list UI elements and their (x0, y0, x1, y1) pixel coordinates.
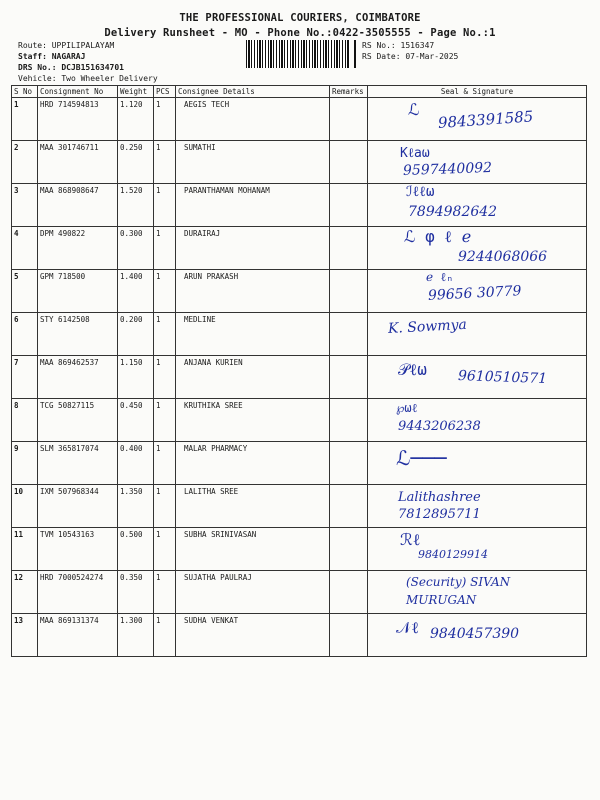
runsheet-subtitle: Delivery Runsheet - MO - Phone No.:0422-3505555 - Page No.:1 (104, 27, 496, 39)
sno-cell: 3 (12, 184, 38, 227)
consignee-cell: MEDLINE (176, 313, 330, 356)
sno-cell: 2 (12, 141, 38, 184)
sno-cell: 7 (12, 356, 38, 399)
consignment-cell: HRD 714594813 (38, 98, 118, 141)
weight-cell: 1.150 (118, 356, 154, 399)
handwritten-signature: K. Sowmya (387, 316, 468, 337)
remarks-cell (330, 442, 368, 485)
consignment-cell: MAA 301746711 (38, 141, 118, 184)
consignment-cell: HRD 7000524274 (38, 571, 118, 614)
table-row (12, 141, 587, 184)
handwritten-phone: 9840129914 (418, 548, 488, 561)
sno-cell: 8 (12, 399, 38, 442)
handwritten-signature: Lalithashree 7812895711 (398, 490, 481, 522)
weight-cell: 1.400 (118, 270, 154, 313)
consignment-cell: IXM 507968344 (38, 485, 118, 528)
weight-cell: 1.350 (118, 485, 154, 528)
signature-scribble: Kℓaω (400, 146, 430, 161)
pcs-cell: 1 (154, 227, 176, 270)
signature-scribble: ℒ φ ℓ ℯ (404, 227, 472, 246)
pcs-cell: 1 (154, 485, 176, 528)
pcs-cell: 1 (154, 571, 176, 614)
sno-cell: 13 (12, 614, 38, 657)
table-row (12, 270, 587, 313)
consignment-cell: GPM 718500 (38, 270, 118, 313)
table-row (12, 356, 587, 399)
remarks-cell (330, 356, 368, 399)
pcs-cell: 1 (154, 442, 176, 485)
handwritten-phone: 99656 30779 (427, 283, 522, 304)
pcs-cell: 1 (154, 141, 176, 184)
col-signature: Seal & Signature (368, 86, 587, 98)
signature-cell (368, 227, 587, 270)
signature-cell (368, 614, 587, 657)
signature-cell (368, 270, 587, 313)
table-row (12, 442, 587, 485)
sno-cell: 11 (12, 528, 38, 571)
consignee-cell: SUMATHI (176, 141, 330, 184)
weight-cell: 0.400 (118, 442, 154, 485)
remarks-cell (330, 184, 368, 227)
col-pcs: PCS (154, 86, 176, 98)
col-sno: S No (12, 86, 38, 98)
signature-scribble: ℐℓℓω (406, 184, 435, 200)
signature-cell (368, 184, 587, 227)
pcs-cell: 1 (154, 356, 176, 399)
handwritten-phone: 9840457390 (430, 626, 520, 642)
route-label: Route: UPPILIPALAYAM (18, 41, 115, 50)
pcs-cell: 1 (154, 270, 176, 313)
col-consignment: Consignment No (38, 86, 118, 98)
staff-label: Staff: NAGARAJ (18, 52, 86, 61)
remarks-cell (330, 614, 368, 657)
remarks-cell (330, 528, 368, 571)
handwritten-signature: (Security) SIVAN MURUGAN (406, 575, 511, 607)
handwritten-phone: 9610510571 (457, 368, 548, 388)
signature-scribble: ℘ωℓ (396, 401, 418, 415)
consignment-cell: SLM 365817074 (38, 442, 118, 485)
pcs-cell: 1 (154, 399, 176, 442)
pcs-cell: 1 (154, 313, 176, 356)
signature-cell (368, 98, 587, 141)
consignee-cell: DURAIRAJ (176, 227, 330, 270)
weight-cell: 1.300 (118, 614, 154, 657)
consignee-cell: ARUN PRAKASH (176, 270, 330, 313)
weight-cell: 0.300 (118, 227, 154, 270)
consignment-cell: STY 6142508 (38, 313, 118, 356)
remarks-cell (330, 485, 368, 528)
consignee-cell: SUJATHA PAULRAJ (176, 571, 330, 614)
table-row (12, 227, 587, 270)
weight-cell: 1.520 (118, 184, 154, 227)
signature-scribble: 𝒫ℓω (398, 360, 427, 379)
consignment-cell: DPM 490822 (38, 227, 118, 270)
remarks-cell (330, 571, 368, 614)
col-remarks: Remarks (330, 86, 368, 98)
consignment-cell: TVM 10543163 (38, 528, 118, 571)
rs-date: RS Date: 07-Mar-2025 (362, 52, 459, 61)
consignment-cell: MAA 868908647 (38, 184, 118, 227)
signature-scribble: ℯ ℓₙ (426, 270, 454, 284)
remarks-cell (330, 141, 368, 184)
signature-scribble: ℒ─── (396, 446, 447, 470)
consignee-cell: SUBHA SRINIVASAN (176, 528, 330, 571)
handwritten-phone: 9443206238 (398, 419, 481, 434)
table-row (12, 528, 587, 571)
consignee-cell: ANJANA KURIEN (176, 356, 330, 399)
sno-cell: 9 (12, 442, 38, 485)
pcs-cell: 1 (154, 184, 176, 227)
signature-cell (368, 141, 587, 184)
consignee-cell: SUDHA VENKAT (176, 614, 330, 657)
signature-cell (368, 442, 587, 485)
signature-cell (368, 313, 587, 356)
weight-cell: 1.120 (118, 98, 154, 141)
weight-cell: 0.350 (118, 571, 154, 614)
sno-cell: 4 (12, 227, 38, 270)
signature-scribble: 𝒩ℓ (396, 618, 419, 637)
barcode-end-bar (354, 40, 356, 68)
sno-cell: 12 (12, 571, 38, 614)
sno-cell: 10 (12, 485, 38, 528)
signature-cell (368, 485, 587, 528)
weight-cell: 0.200 (118, 313, 154, 356)
table-row (12, 399, 587, 442)
col-consignee: Consignee Details (176, 86, 330, 98)
drs-number: DRS No.: DCJB151634701 (18, 63, 124, 72)
remarks-cell (330, 313, 368, 356)
table-row (12, 485, 587, 528)
remarks-cell (330, 399, 368, 442)
sno-cell: 6 (12, 313, 38, 356)
table-row (12, 98, 587, 141)
table-row (12, 571, 587, 614)
consignee-cell: KRUTHIKA SREE (176, 399, 330, 442)
consignee-cell: MALAR PHARMACY (176, 442, 330, 485)
handwritten-phone: 7894982642 (408, 204, 498, 220)
sno-cell: 5 (12, 270, 38, 313)
pcs-cell: 1 (154, 98, 176, 141)
sno-cell: 1 (12, 98, 38, 141)
table-row (12, 313, 587, 356)
signature-cell (368, 571, 587, 614)
signature-scribble: ℛℓ (400, 530, 421, 549)
table-row (12, 614, 587, 657)
handwritten-phone: 9597440092 (402, 159, 493, 179)
consignee-cell: LALITHA SREE (176, 485, 330, 528)
company-title: THE PROFESSIONAL COURIERS, COIMBATORE (179, 12, 421, 24)
handwritten-phone: 9843391585 (437, 107, 534, 132)
signature-cell (368, 399, 587, 442)
signature-cell (368, 356, 587, 399)
signature-scribble: ℒ (408, 100, 420, 119)
consignment-cell: MAA 869131374 (38, 614, 118, 657)
remarks-cell (330, 98, 368, 141)
consignee-cell: AEGIS TECH (176, 98, 330, 141)
barcode (246, 40, 350, 68)
vehicle-label: Vehicle: Two Wheeler Delivery (18, 74, 158, 83)
consignment-cell: TCG 50827115 (38, 399, 118, 442)
weight-cell: 0.450 (118, 399, 154, 442)
rs-number: RS No.: 1516347 (362, 41, 435, 50)
weight-cell: 0.500 (118, 528, 154, 571)
pcs-cell: 1 (154, 528, 176, 571)
remarks-cell (330, 227, 368, 270)
handwritten-phone: 9244068066 (458, 249, 548, 265)
remarks-cell (330, 270, 368, 313)
consignee-cell: PARANTHAMAN MOHANAM (176, 184, 330, 227)
col-weight: Weight (118, 86, 154, 98)
pcs-cell: 1 (154, 614, 176, 657)
consignment-cell: MAA 869462537 (38, 356, 118, 399)
table-header-row (12, 86, 587, 98)
weight-cell: 0.250 (118, 141, 154, 184)
runsheet-table (11, 85, 587, 657)
table-row (12, 184, 587, 227)
signature-cell (368, 528, 587, 571)
